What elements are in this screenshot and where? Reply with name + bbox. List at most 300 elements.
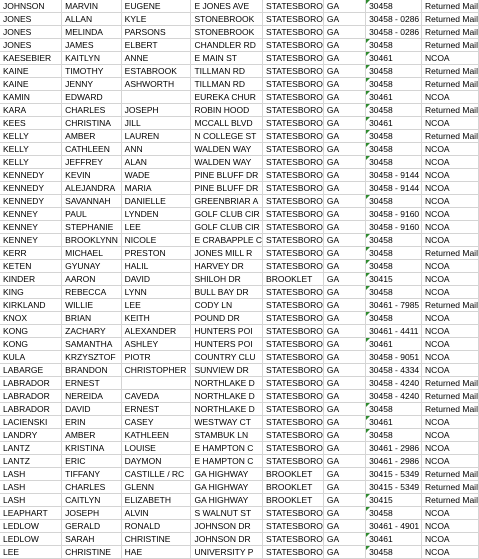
cell-city[interactable]: STATESBORO (263, 390, 324, 403)
cell-state[interactable]: GA (323, 507, 365, 520)
cell-zip[interactable]: 30458 (366, 156, 422, 169)
cell-last-name[interactable]: LASH (0, 468, 62, 481)
cell-middle-name[interactable]: JOSEPH (121, 104, 191, 117)
cell-street[interactable]: MCCALL BLVD (191, 117, 263, 130)
cell-first-name[interactable]: SAMANTHA (62, 338, 122, 351)
cell-zip[interactable]: 30461 (366, 91, 422, 104)
cell-zip[interactable]: 30458 - 0286 (366, 13, 422, 26)
cell-street[interactable]: GA HIGHWAY (191, 468, 263, 481)
cell-state[interactable]: GA (323, 169, 365, 182)
cell-state[interactable]: GA (323, 52, 365, 65)
cell-state[interactable]: GA (323, 91, 365, 104)
cell-first-name[interactable]: EDWARD (62, 91, 122, 104)
cell-street[interactable]: E HAMPTON C (191, 442, 263, 455)
cell-state[interactable]: GA (323, 156, 365, 169)
cell-street[interactable]: JOHNSON DR (191, 533, 263, 546)
cell-middle-name[interactable]: DAYMON (121, 455, 191, 468)
cell-status[interactable]: NCOA (422, 507, 479, 520)
cell-middle-name[interactable]: PIOTR (121, 351, 191, 364)
cell-middle-name[interactable]: LYNDEN (121, 208, 191, 221)
cell-middle-name[interactable]: LOUISE (121, 442, 191, 455)
cell-city[interactable]: STATESBORO (263, 507, 324, 520)
cell-state[interactable]: GA (323, 260, 365, 273)
cell-status[interactable]: NCOA (422, 455, 479, 468)
cell-street[interactable]: WALDEN WAY (191, 156, 263, 169)
cell-first-name[interactable]: SAVANNAH (62, 195, 122, 208)
cell-status[interactable]: Returned Mail (422, 494, 479, 507)
cell-status[interactable]: Returned Mail (422, 39, 479, 52)
cell-first-name[interactable]: ALEJANDRA (62, 182, 122, 195)
cell-state[interactable]: GA (323, 273, 365, 286)
cell-city[interactable]: STATESBORO (263, 338, 324, 351)
cell-first-name[interactable]: BRIAN (62, 312, 122, 325)
cell-street[interactable]: TILLMAN RD (191, 78, 263, 91)
cell-last-name[interactable]: LABRADOR (0, 390, 62, 403)
cell-zip[interactable]: 30458 (366, 39, 422, 52)
cell-street[interactable]: TILLMAN RD (191, 65, 263, 78)
cell-state[interactable]: GA (323, 0, 365, 13)
cell-first-name[interactable]: KAITLYN (62, 52, 122, 65)
cell-last-name[interactable]: KIRKLAND (0, 299, 62, 312)
cell-street[interactable]: STONEBROOK (191, 26, 263, 39)
cell-status[interactable]: NCOA (422, 416, 479, 429)
cell-last-name[interactable]: KAINE (0, 65, 62, 78)
cell-status[interactable]: Returned Mail (422, 247, 479, 260)
cell-city[interactable]: STATESBORO (263, 182, 324, 195)
cell-zip[interactable]: 30458 (366, 130, 422, 143)
cell-state[interactable]: GA (323, 468, 365, 481)
cell-street[interactable]: GA HIGHWAY (191, 481, 263, 494)
cell-first-name[interactable]: NEREIDA (62, 390, 122, 403)
cell-middle-name[interactable]: DAVID (121, 273, 191, 286)
cell-first-name[interactable]: JAMES (62, 39, 122, 52)
cell-middle-name[interactable] (121, 377, 191, 390)
cell-first-name[interactable]: TIFFANY (62, 468, 122, 481)
cell-state[interactable]: GA (323, 429, 365, 442)
cell-zip[interactable]: 30415 - 5349 (366, 481, 422, 494)
cell-last-name[interactable]: KULA (0, 351, 62, 364)
cell-first-name[interactable]: ERIC (62, 455, 122, 468)
cell-zip[interactable]: 30458 (366, 247, 422, 260)
cell-state[interactable]: GA (323, 481, 365, 494)
cell-first-name[interactable]: MICHAEL (62, 247, 122, 260)
cell-street[interactable]: CODY LN (191, 299, 263, 312)
cell-middle-name[interactable]: ESTABROOK (121, 65, 191, 78)
cell-street[interactable]: SUNVIEW DR (191, 364, 263, 377)
cell-zip[interactable]: 30458 (366, 429, 422, 442)
cell-status[interactable]: NCOA (422, 91, 479, 104)
cell-last-name[interactable]: LASH (0, 494, 62, 507)
cell-first-name[interactable]: AMBER (62, 429, 122, 442)
cell-status[interactable]: Returned Mail (422, 377, 479, 390)
cell-last-name[interactable]: KARA (0, 104, 62, 117)
cell-state[interactable]: GA (323, 286, 365, 299)
cell-status[interactable]: Returned Mail (422, 481, 479, 494)
cell-state[interactable]: GA (323, 247, 365, 260)
cell-first-name[interactable]: ZACHARY (62, 325, 122, 338)
cell-zip[interactable]: 30458 (366, 312, 422, 325)
cell-middle-name[interactable]: CASTILLE / RC (121, 468, 191, 481)
cell-zip[interactable]: 30458 - 4240 (366, 390, 422, 403)
cell-city[interactable]: STATESBORO (263, 195, 324, 208)
cell-state[interactable]: GA (323, 364, 365, 377)
cell-first-name[interactable]: AARON (62, 273, 122, 286)
cell-middle-name[interactable]: ALVIN (121, 507, 191, 520)
cell-city[interactable]: STATESBORO (263, 429, 324, 442)
cell-state[interactable]: GA (323, 221, 365, 234)
cell-status[interactable]: NCOA (422, 429, 479, 442)
cell-zip[interactable]: 30415 - 5349 (366, 468, 422, 481)
cell-last-name[interactable]: KERR (0, 247, 62, 260)
cell-city[interactable]: STATESBORO (263, 91, 324, 104)
cell-status[interactable]: NCOA (422, 520, 479, 533)
cell-city[interactable]: BROOKLET (263, 494, 324, 507)
cell-first-name[interactable]: REBECCA (62, 286, 122, 299)
cell-state[interactable]: GA (323, 494, 365, 507)
cell-state[interactable]: GA (323, 104, 365, 117)
cell-city[interactable]: STATESBORO (263, 169, 324, 182)
cell-state[interactable]: GA (323, 442, 365, 455)
cell-status[interactable]: NCOA (422, 338, 479, 351)
cell-city[interactable]: STATESBORO (263, 546, 324, 559)
cell-last-name[interactable]: LASH (0, 481, 62, 494)
cell-city[interactable]: STATESBORO (263, 416, 324, 429)
cell-street[interactable]: E HAMPTON C (191, 455, 263, 468)
cell-city[interactable]: STATESBORO (263, 52, 324, 65)
cell-middle-name[interactable]: ERNEST (121, 403, 191, 416)
cell-status[interactable]: NCOA (422, 546, 479, 559)
cell-first-name[interactable]: PAUL (62, 208, 122, 221)
cell-city[interactable]: BROOKLET (263, 481, 324, 494)
cell-first-name[interactable]: ERIN (62, 416, 122, 429)
cell-status[interactable]: Returned Mail (422, 130, 479, 143)
cell-city[interactable]: STATESBORO (263, 65, 324, 78)
cell-status[interactable]: NCOA (422, 325, 479, 338)
cell-state[interactable]: GA (323, 195, 365, 208)
cell-zip[interactable]: 30461 (366, 416, 422, 429)
cell-last-name[interactable]: JONES (0, 26, 62, 39)
cell-last-name[interactable]: KING (0, 286, 62, 299)
cell-last-name[interactable]: JONES (0, 39, 62, 52)
cell-first-name[interactable]: CHRISTINA (62, 117, 122, 130)
cell-zip[interactable]: 30461 (366, 52, 422, 65)
cell-city[interactable]: STATESBORO (263, 117, 324, 130)
cell-zip[interactable]: 30458 (366, 234, 422, 247)
cell-last-name[interactable]: JONES (0, 13, 62, 26)
cell-zip[interactable]: 30458 - 4334 (366, 364, 422, 377)
cell-middle-name[interactable]: LYNN (121, 286, 191, 299)
cell-last-name[interactable]: LABARGE (0, 364, 62, 377)
cell-last-name[interactable]: KENNEDY (0, 182, 62, 195)
cell-last-name[interactable]: KAINE (0, 78, 62, 91)
cell-zip[interactable]: 30458 (366, 195, 422, 208)
cell-state[interactable]: GA (323, 117, 365, 130)
cell-last-name[interactable]: KENNEDY (0, 169, 62, 182)
cell-zip[interactable]: 30458 (366, 0, 422, 13)
cell-city[interactable]: STATESBORO (263, 26, 324, 39)
cell-middle-name[interactable]: KEITH (121, 312, 191, 325)
cell-status[interactable]: NCOA (422, 143, 479, 156)
cell-first-name[interactable]: KRISTINA (62, 442, 122, 455)
cell-first-name[interactable]: JEFFREY (62, 156, 122, 169)
cell-state[interactable]: GA (323, 182, 365, 195)
cell-middle-name[interactable]: WADE (121, 169, 191, 182)
cell-middle-name[interactable]: RONALD (121, 520, 191, 533)
cell-status[interactable]: Returned Mail (422, 26, 479, 39)
cell-state[interactable]: GA (323, 130, 365, 143)
cell-first-name[interactable]: AMBER (62, 130, 122, 143)
cell-zip[interactable]: 30458 (366, 403, 422, 416)
cell-status[interactable]: NCOA (422, 351, 479, 364)
cell-zip[interactable]: 30458 (366, 78, 422, 91)
cell-state[interactable]: GA (323, 208, 365, 221)
cell-city[interactable]: STATESBORO (263, 130, 324, 143)
cell-state[interactable]: GA (323, 299, 365, 312)
cell-zip[interactable]: 30461 - 4411 (366, 325, 422, 338)
cell-zip[interactable]: 30461 - 2986 (366, 442, 422, 455)
cell-last-name[interactable]: KELLY (0, 143, 62, 156)
cell-city[interactable]: STATESBORO (263, 78, 324, 91)
cell-middle-name[interactable]: ELBERT (121, 39, 191, 52)
cell-zip[interactable]: 30415 (366, 494, 422, 507)
cell-status[interactable]: Returned Mail (422, 13, 479, 26)
cell-street[interactable]: WALDEN WAY (191, 143, 263, 156)
cell-street[interactable]: ROBIN HOOD (191, 104, 263, 117)
cell-middle-name[interactable]: PRESTON (121, 247, 191, 260)
cell-first-name[interactable]: MELINDA (62, 26, 122, 39)
cell-middle-name[interactable]: CHRISTINE (121, 533, 191, 546)
cell-city[interactable]: STATESBORO (263, 325, 324, 338)
cell-last-name[interactable]: KNOX (0, 312, 62, 325)
cell-first-name[interactable]: KEVIN (62, 169, 122, 182)
cell-status[interactable]: NCOA (422, 221, 479, 234)
cell-zip[interactable]: 30458 - 0286 (366, 26, 422, 39)
cell-state[interactable]: GA (323, 65, 365, 78)
cell-status[interactable]: NCOA (422, 156, 479, 169)
cell-state[interactable]: GA (323, 78, 365, 91)
cell-first-name[interactable]: WILLIE (62, 299, 122, 312)
cell-city[interactable]: STATESBORO (263, 156, 324, 169)
cell-street[interactable]: PINE BLUFF DR (191, 182, 263, 195)
cell-street[interactable]: BULL BAY DR (191, 286, 263, 299)
cell-city[interactable]: STATESBORO (263, 403, 324, 416)
cell-status[interactable]: NCOA (422, 234, 479, 247)
cell-first-name[interactable]: TIMOTHY (62, 65, 122, 78)
cell-street[interactable]: E MAIN ST (191, 52, 263, 65)
cell-status[interactable]: NCOA (422, 533, 479, 546)
cell-street[interactable]: N COLLEGE ST (191, 130, 263, 143)
cell-status[interactable]: NCOA (422, 273, 479, 286)
cell-last-name[interactable]: KONG (0, 338, 62, 351)
cell-state[interactable]: GA (323, 26, 365, 39)
cell-status[interactable]: NCOA (422, 312, 479, 325)
cell-state[interactable]: GA (323, 377, 365, 390)
cell-status[interactable]: Returned Mail (422, 468, 479, 481)
cell-state[interactable]: GA (323, 312, 365, 325)
cell-status[interactable]: NCOA (422, 286, 479, 299)
cell-status[interactable]: Returned Mail (422, 299, 479, 312)
cell-last-name[interactable]: KELLY (0, 156, 62, 169)
cell-middle-name[interactable]: ASHWORTH (121, 78, 191, 91)
cell-zip[interactable]: 30461 (366, 533, 422, 546)
cell-city[interactable]: STATESBORO (263, 104, 324, 117)
cell-last-name[interactable]: LEAPHART (0, 507, 62, 520)
cell-city[interactable]: STATESBORO (263, 221, 324, 234)
cell-city[interactable]: STATESBORO (263, 455, 324, 468)
cell-city[interactable]: BROOKLET (263, 273, 324, 286)
cell-middle-name[interactable]: KYLE (121, 13, 191, 26)
cell-status[interactable]: NCOA (422, 195, 479, 208)
cell-city[interactable]: STATESBORO (263, 520, 324, 533)
cell-status[interactable]: Returned Mail (422, 104, 479, 117)
cell-middle-name[interactable]: MARIA (121, 182, 191, 195)
cell-first-name[interactable]: ERNEST (62, 377, 122, 390)
cell-zip[interactable]: 30458 (366, 260, 422, 273)
cell-street[interactable]: GOLF CLUB CIR (191, 221, 263, 234)
cell-middle-name[interactable]: ANN (121, 143, 191, 156)
cell-street[interactable]: JOHNSON DR (191, 520, 263, 533)
cell-last-name[interactable]: KENNEY (0, 234, 62, 247)
cell-middle-name[interactable]: LAUREN (121, 130, 191, 143)
cell-state[interactable]: GA (323, 325, 365, 338)
cell-first-name[interactable]: KRZYSZTOF (62, 351, 122, 364)
cell-state[interactable]: GA (323, 39, 365, 52)
cell-zip[interactable]: 30461 (366, 117, 422, 130)
cell-last-name[interactable]: KAMIN (0, 91, 62, 104)
cell-middle-name[interactable]: EUGENE (121, 0, 191, 13)
cell-middle-name[interactable] (121, 91, 191, 104)
cell-middle-name[interactable]: HAE (121, 546, 191, 559)
cell-city[interactable]: STATESBORO (263, 0, 324, 13)
cell-middle-name[interactable]: CAVEDA (121, 390, 191, 403)
cell-street[interactable]: NORTHLAKE D (191, 390, 263, 403)
cell-state[interactable]: GA (323, 455, 365, 468)
cell-last-name[interactable]: KAESEBIER (0, 52, 62, 65)
cell-city[interactable]: STATESBORO (263, 533, 324, 546)
cell-zip[interactable]: 30458 - 9160 (366, 221, 422, 234)
cell-city[interactable]: STATESBORO (263, 143, 324, 156)
cell-middle-name[interactable]: LEE (121, 299, 191, 312)
cell-street[interactable]: GOLF CLUB CIR (191, 208, 263, 221)
cell-last-name[interactable]: LANTZ (0, 455, 62, 468)
cell-last-name[interactable]: LABRADOR (0, 403, 62, 416)
cell-last-name[interactable]: LANTZ (0, 442, 62, 455)
cell-first-name[interactable]: CHARLES (62, 481, 122, 494)
cell-status[interactable]: NCOA (422, 117, 479, 130)
cell-city[interactable]: STATESBORO (263, 286, 324, 299)
cell-first-name[interactable]: JENNY (62, 78, 122, 91)
cell-last-name[interactable]: LANDRY (0, 429, 62, 442)
cell-street[interactable]: SHILOH DR (191, 273, 263, 286)
cell-status[interactable]: Returned Mail (422, 65, 479, 78)
cell-first-name[interactable]: STEPHANIE (62, 221, 122, 234)
cell-street[interactable]: PINE BLUFF DR (191, 169, 263, 182)
cell-zip[interactable]: 30458 (366, 143, 422, 156)
cell-zip[interactable]: 30461 - 7985 (366, 299, 422, 312)
cell-street[interactable]: STONEBROOK (191, 13, 263, 26)
cell-middle-name[interactable]: KATHLEEN (121, 429, 191, 442)
cell-street[interactable]: NORTHLAKE D (191, 403, 263, 416)
cell-middle-name[interactable]: HALIL (121, 260, 191, 273)
cell-zip[interactable]: 30458 (366, 104, 422, 117)
cell-middle-name[interactable]: ELIZABETH (121, 494, 191, 507)
cell-first-name[interactable]: GERALD (62, 520, 122, 533)
cell-street[interactable]: STAMBUK LN (191, 429, 263, 442)
cell-zip[interactable]: 30458 - 9144 (366, 182, 422, 195)
cell-city[interactable]: STATESBORO (263, 377, 324, 390)
cell-middle-name[interactable]: ALEXANDER (121, 325, 191, 338)
cell-zip[interactable]: 30458 - 9160 (366, 208, 422, 221)
cell-zip[interactable]: 30461 - 2986 (366, 455, 422, 468)
cell-city[interactable]: STATESBORO (263, 299, 324, 312)
cell-state[interactable]: GA (323, 143, 365, 156)
cell-first-name[interactable]: MARVIN (62, 0, 122, 13)
cell-first-name[interactable]: CHARLES (62, 104, 122, 117)
cell-street[interactable]: E JONES AVE (191, 0, 263, 13)
cell-first-name[interactable]: GYUNAY (62, 260, 122, 273)
cell-last-name[interactable]: KETEN (0, 260, 62, 273)
cell-street[interactable]: NORTHLAKE D (191, 377, 263, 390)
cell-status[interactable]: Returned Mail (422, 78, 479, 91)
cell-last-name[interactable]: KEES (0, 117, 62, 130)
cell-zip[interactable]: 30458 - 9144 (366, 169, 422, 182)
cell-zip[interactable]: 30415 (366, 273, 422, 286)
cell-city[interactable]: STATESBORO (263, 351, 324, 364)
cell-first-name[interactable]: ALLAN (62, 13, 122, 26)
cell-first-name[interactable]: CHRISTINE (62, 546, 122, 559)
cell-city[interactable]: STATESBORO (263, 208, 324, 221)
cell-status[interactable]: Returned Mail (422, 390, 479, 403)
cell-middle-name[interactable]: DANIELLE (121, 195, 191, 208)
cell-middle-name[interactable]: CHRISTOPHER (121, 364, 191, 377)
cell-state[interactable]: GA (323, 533, 365, 546)
cell-street[interactable]: CHANDLER RD (191, 39, 263, 52)
cell-street[interactable]: GA HIGHWAY (191, 494, 263, 507)
cell-state[interactable]: GA (323, 403, 365, 416)
cell-middle-name[interactable]: GLENN (121, 481, 191, 494)
cell-street[interactable]: GREENBRIAR A (191, 195, 263, 208)
cell-middle-name[interactable]: ALAN (121, 156, 191, 169)
cell-street[interactable]: HARVEY DR (191, 260, 263, 273)
cell-last-name[interactable]: JOHNSON (0, 0, 62, 13)
cell-last-name[interactable]: KONG (0, 325, 62, 338)
cell-street[interactable]: E CRABAPPLE C (191, 234, 263, 247)
cell-status[interactable]: NCOA (422, 52, 479, 65)
cell-street[interactable]: S WALNUT ST (191, 507, 263, 520)
cell-city[interactable]: STATESBORO (263, 442, 324, 455)
cell-zip[interactable]: 30458 (366, 286, 422, 299)
cell-first-name[interactable]: CATHLEEN (62, 143, 122, 156)
cell-last-name[interactable]: KENNEY (0, 221, 62, 234)
cell-state[interactable]: GA (323, 351, 365, 364)
cell-zip[interactable]: 30458 - 9051 (366, 351, 422, 364)
cell-zip[interactable]: 30458 (366, 546, 422, 559)
cell-last-name[interactable]: KINDER (0, 273, 62, 286)
cell-state[interactable]: GA (323, 338, 365, 351)
cell-city[interactable]: STATESBORO (263, 39, 324, 52)
cell-city[interactable]: STATESBORO (263, 247, 324, 260)
cell-last-name[interactable]: LEE (0, 546, 62, 559)
cell-city[interactable]: STATESBORO (263, 312, 324, 325)
cell-middle-name[interactable]: LEE (121, 221, 191, 234)
cell-first-name[interactable]: SARAH (62, 533, 122, 546)
cell-state[interactable]: GA (323, 546, 365, 559)
cell-first-name[interactable]: CAITLYN (62, 494, 122, 507)
cell-first-name[interactable]: BRANDON (62, 364, 122, 377)
cell-middle-name[interactable]: PARSONS (121, 26, 191, 39)
cell-city[interactable]: STATESBORO (263, 364, 324, 377)
cell-first-name[interactable]: BROOKLYNN (62, 234, 122, 247)
